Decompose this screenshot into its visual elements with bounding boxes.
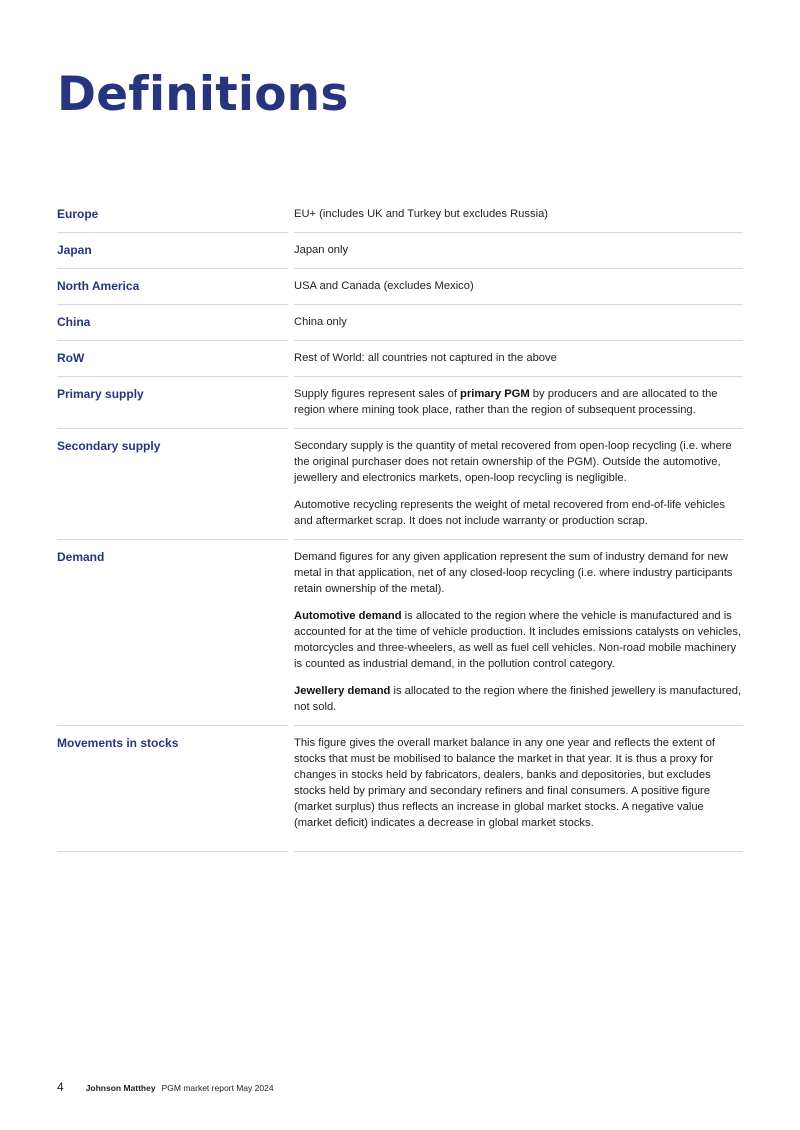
definition-description [294, 341, 743, 377]
definition-description [294, 377, 743, 429]
definitions-table [57, 197, 743, 852]
definition-term: Demand [57, 540, 288, 726]
description-paragraph: USA and Canada (excludes Mexico) [294, 280, 474, 292]
definition-description [294, 197, 743, 233]
footer-report-title: PGM market report May 2024 [161, 1083, 274, 1093]
definition-row [57, 341, 743, 377]
definition-row [57, 269, 743, 305]
description-paragraph: Demand figures for any given application represent the sum of industry demand for new metal in that application, net of any closed-loop recycling (i.e. where industry participants retain ownership of the metal). [294, 551, 733, 595]
description-paragraph [294, 683, 743, 715]
page-number: 4 [57, 1080, 64, 1094]
description-paragraph: Automotive recycling represents the weight of metal recovered from end-of-life vehicles and aftermarket scrap. It does not include warranty or production scrap. [294, 499, 725, 527]
definition-description [294, 305, 743, 341]
description-paragraph: China only [294, 316, 347, 328]
description-paragraph [294, 608, 743, 672]
definition-term: Japan [57, 233, 288, 269]
definition-description [294, 233, 743, 269]
description-paragraph: Japan only [294, 244, 349, 256]
definition-row [57, 305, 743, 341]
definition-row [57, 429, 743, 540]
paragraph-text: is allocated to the region where the finished jewellery is manufactured, not sold. [294, 685, 742, 713]
definition-description [294, 540, 743, 726]
page-title: Definitions [57, 67, 349, 122]
description-paragraph: Secondary supply is the quantity of metal recovered from open-loop recycling (i.e. where the original purchaser does not retain ownership of the PGM). Outside the automotive, jewellery and electronics markets, open-loop recycling is negligible. [294, 440, 732, 484]
definition-term: Secondary supply [57, 429, 288, 540]
paragraph-text: by producers and are allocated to the region where mining took place, rather than the region of subsequent processing. [294, 388, 718, 416]
definition-row [57, 726, 743, 852]
definition-term: China [57, 305, 288, 341]
paragraph-text: is allocated to the region where the vehicle is manufactured and is accounted for at the time of vehicle production. It includes emissions catalysts on vehicles, motorcycles and three-wheelers, as well as fuel cell vehicles. Non-road mobile machinery is counted as industrial demand, in the pollution control category. [294, 610, 742, 670]
footer-brand: Johnson Matthey [85, 1083, 156, 1093]
bold-key-term: primary PGM [460, 388, 530, 400]
definition-row [57, 233, 743, 269]
paragraph-text: Supply figures represent sales of [294, 388, 461, 400]
definition-description [294, 726, 743, 852]
description-paragraph [294, 386, 743, 418]
definition-term: Primary supply [57, 377, 288, 429]
definition-term: North America [57, 269, 288, 305]
description-paragraph: Rest of World: all countries not captured in the above [294, 352, 557, 364]
description-paragraph: EU+ (includes UK and Turkey but excludes Russia) [294, 208, 549, 220]
definition-row [57, 540, 743, 726]
definition-description [294, 269, 743, 305]
definition-row [57, 197, 743, 233]
bold-key-term: Jewellery demand [294, 685, 391, 697]
definition-term: Movements in stocks [57, 726, 288, 852]
definition-term: RoW [57, 341, 288, 377]
page-footer [57, 1080, 274, 1094]
description-paragraph: This figure gives the overall market balance in any one year and reflects the extent of stocks that must be mobilised to balance the market in that year. It is thus a proxy for changes in stocks held by fabricators, dealers, banks and depositories, but excludes stocks held by primary and secondary refiners and final consumers. A positive figure (market surplus) thus reflects an increase in global market stocks. A negative value (market deficit) indicates a decrease in global market stocks. [294, 737, 716, 829]
definition-description [294, 429, 743, 540]
definition-row [57, 377, 743, 429]
bold-key-term: Automotive demand [294, 610, 402, 622]
definition-term: Europe [57, 197, 288, 233]
